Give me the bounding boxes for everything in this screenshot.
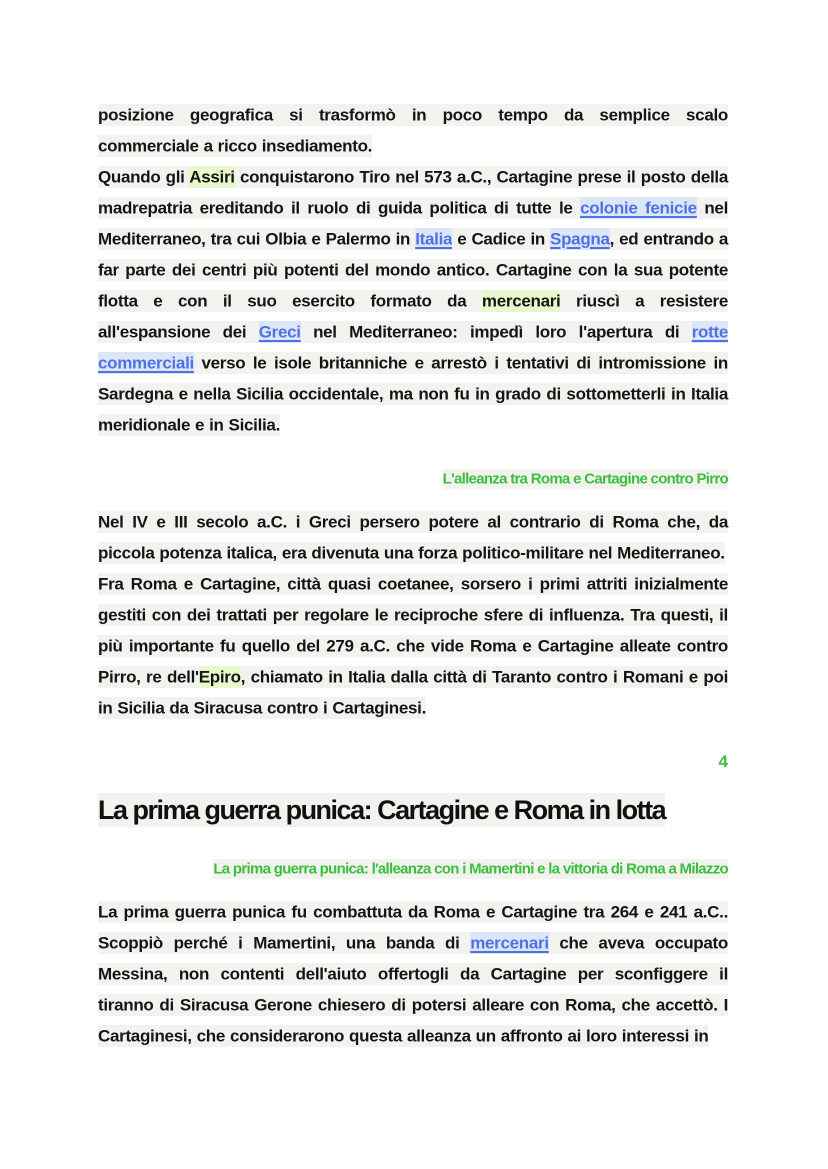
text-run: , ed entrando a far parte dei centri più potenti del mondo antico. Cartagine con la sua potente flotta e con il suo esercito formato da <box>98 229 728 310</box>
text-link[interactable]: Greci <box>258 322 301 341</box>
text-run: La prima guerra punica fu combattuta da Roma e Cartagine tra 264 e 241 a.C.. Scoppiò perché i Mamertini, una banda di <box>98 902 728 952</box>
section-heading <box>98 463 728 494</box>
text-link[interactable]: Spagna <box>550 229 610 248</box>
text-link[interactable]: mercenari <box>470 933 549 952</box>
document-content <box>98 99 728 1051</box>
text-run: riuscì a resistere all'espansione dei <box>98 291 728 341</box>
highlighted-term: mercenari <box>481 291 561 310</box>
text-run: Nel IV e III secolo a.C. i Greci persero potere al contrario di Roma che, da piccola potenza italica, era divenuta una forza politico-militare nel Mediterraneo. <box>98 512 728 562</box>
text-run: 4 <box>718 752 728 771</box>
text-run: posizione geografica si trasformò in poco tempo da semplice scalo commerciale a ricco insediamento. <box>98 105 728 155</box>
text-run: La prima guerra punica: l'alleanza con i Mamertini e la vittoria di Roma a Milazzo <box>213 860 728 877</box>
text-run: nel Mediterraneo: impedì loro l'apertura di <box>300 322 692 341</box>
highlighted-term: Epiro <box>198 667 241 686</box>
text-link[interactable]: rotte commerciali <box>98 322 728 372</box>
paragraph <box>98 506 728 568</box>
text-run: conquistarono Tiro nel 573 a.C., Cartagine prese il posto della madrepatria ereditando il ruolo di guida politica di tutte le <box>98 167 728 217</box>
text-run: nel Mediterraneo, tra cui Olbia e Palermo in <box>98 198 729 248</box>
text-run: che aveva occupato Messina, non contenti dell'aiuto offertogli da Cartagine per sconfiggere il tiranno di Siracusa Gerone chiesero di potersi alleare con Roma, che accettò. I Cartaginesi, che considerarono questa alleanza un affronto ai loro interessi in <box>98 933 728 1045</box>
paragraph <box>98 161 728 440</box>
text-run: L'alleanza tra Roma e Cartagine contro Pirro <box>442 470 728 487</box>
paragraph <box>98 896 728 1051</box>
document-title <box>98 790 728 830</box>
text-run: La prima guerra punica: Cartagine e Roma in lotta <box>98 795 666 825</box>
paragraph <box>98 568 728 723</box>
text-run: Fra Roma e Cartagine, città quasi coetanee, sorsero i primi attriti inizialmente gestiti con dei trattati per regolare le reciproche sfere di influenza. Tra questi, il più importante fu quello del 279 a.C. che vide Roma e Cartagine alleate contro Pirro, re dell' <box>98 574 728 686</box>
page-number <box>98 746 728 777</box>
text-run: e Cadice in <box>452 229 551 248</box>
highlighted-term: Assiri <box>189 167 235 186</box>
section-heading <box>98 853 728 884</box>
text-run: verso le isole britanniche e arrestò i tentativi di intromissione in Sardegna e nella Sicilia occidentale, ma non fu in grado di sottometterli in Italia meridionale e in Sicilia. <box>98 353 728 434</box>
text-link[interactable]: colonie fenicie <box>580 198 697 217</box>
paragraph <box>98 99 728 161</box>
text-run: Quando gli <box>98 167 190 186</box>
text-link[interactable]: Italia <box>415 229 453 248</box>
text-run: , chiamato in Italia dalla città di Taranto contro i Romani e poi in Sicilia da Siracusa contro i Cartaginesi. <box>98 667 728 717</box>
